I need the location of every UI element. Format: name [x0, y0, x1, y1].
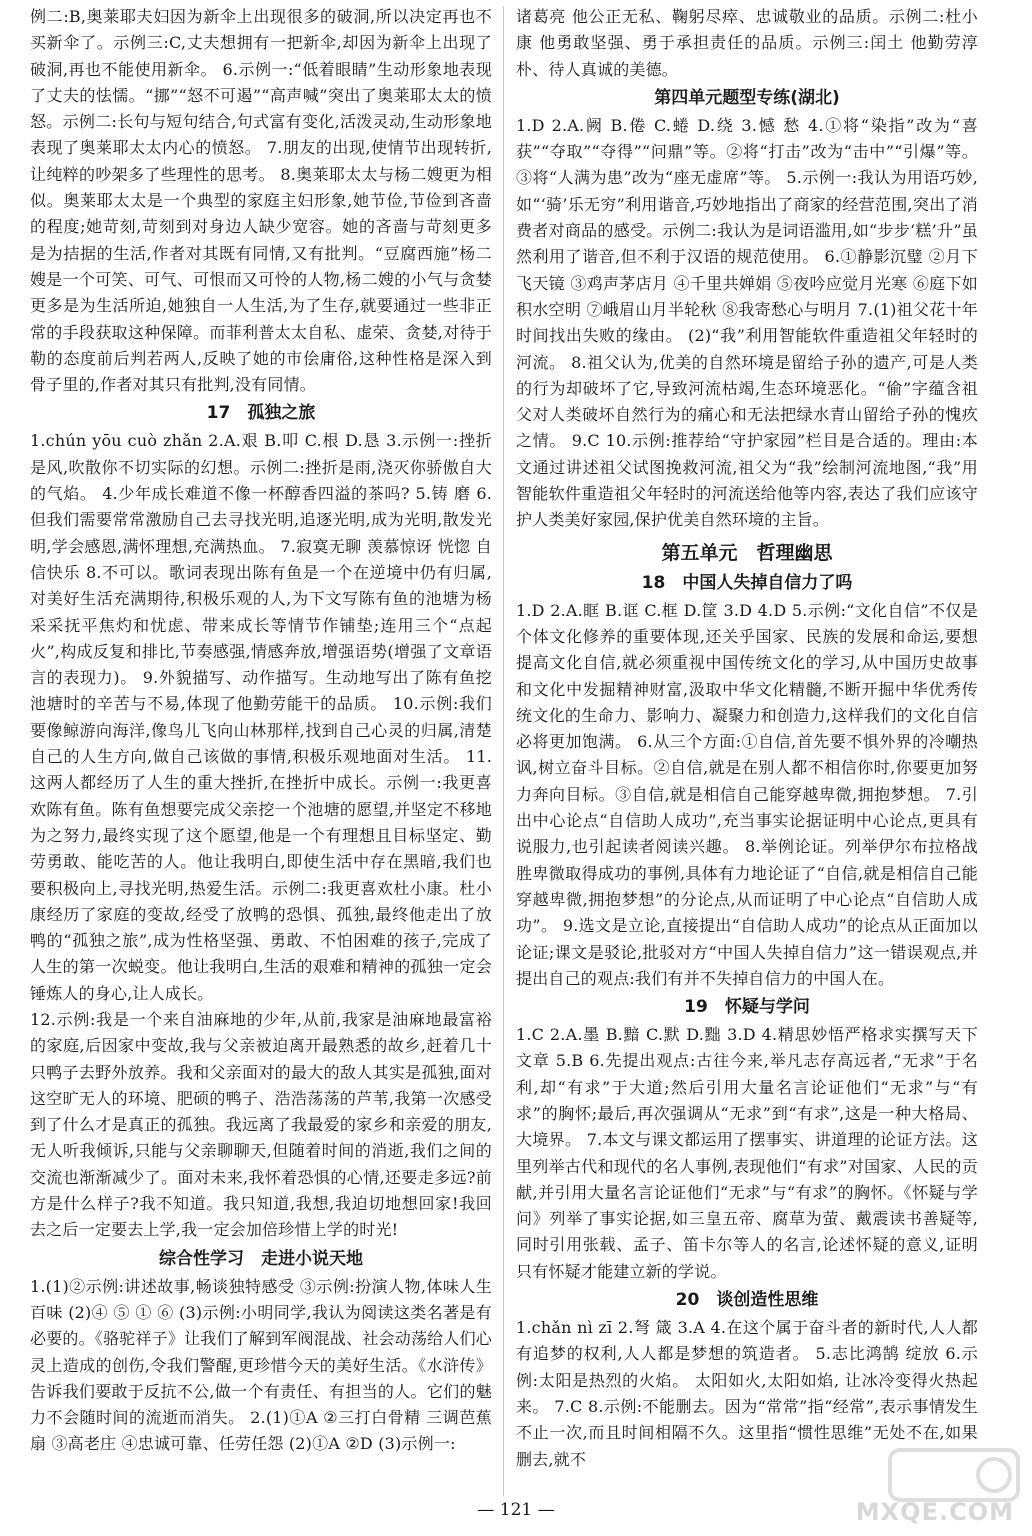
answer-block: 1.C 2.A.墨 B.黯 C.默 D.黜 3.D 4.精思妙悟严格求实撰写天下文章 5.B 6.先提出观点:古往今来,举凡志存高远者,“无求”于名利,却“有求”于大道;然后引用大量名言论证他们“无求”与“有求”的胸怀;最后,再次强调从“无求”到“有求”,这是一种大格局、大境界。 7.本文与课文都运用了摆事实、讲道理的论证方法。这里列举古代和现代的名人事例,表现他们“有求”对国家、人民的贡献,并引用大量名言论证他们“无求”与“有求”的胸怀。《怀疑与学问》列举了事实论据,如三皇五帝、腐草为萤、戴震读书善疑等,同时引用张载、孟子、笛卡尔等人的名言,论述怀疑的意义,证明只有怀疑才能建立新的学说。	[516, 1025, 978, 1281]
unit-heading: 第五单元 哲理幽思	[661, 541, 833, 564]
answer-block: 12.示例:我是一个来自油麻地的少年,从前,我家是油麻地最富裕的家庭,后因家中变故,我与父亲被迫离开最熟悉的故乡,赶着几十只鸭子去野外放养。我和父亲面对的最大的敌人其实是孤独,面对这空旷无人的环境、肥硕的鸭子、浩浩荡荡的芦苇,我第一次感受到了什么才是真正的孤独。我远离了我最爱的家乡和亲爱的朋友,无人听我倾诉,只能与父亲聊聊天,但随着时间的消逝,我们之间的交流也渐渐减少了。面对未来,我怀着恐惧的心情,还要走多远?前方是什么样子?我不知道。我只知道,我想,我迫切地想回家!我回去之后一定要去上学,我一定会加倍珍惜上学的时光!	[30, 1009, 492, 1240]
column-divider	[503, 6, 504, 1496]
section-heading: 第四单元题型专练(湖北)	[654, 87, 840, 108]
answer-block: 1.D 2.A.眶 B.诓 C.框 D.筐 3.D 4.D 5.示例:“文化自信”不仅是个体文化修养的重要体现,还关乎国家、民族的发展和命运,要想提高文化自信,就必须重视中国传统文化的学习,从中国历史故事和文化中发掘精神财富,汲取中华文化精髓,不断开掘中华优秀传统文化的生命力、影响力、凝聚力和创造力,这样我们的文化自信必将更加饱满。 6.从三个方面:①自信,首先要不惧外界的冷嘲热讽,树立奋斗目标。②自信,就是在别人都不相信你时,你要更加努力奔向目标。③自信,就是相信自己能穿越卑微,拥抱梦想。 7.引出中心论点“自信助人成功”,充当事实论据证明中心论点,更具有说服力,也引起读者阅读兴趣。 8.举例论证。列举伊尔布拉格战胜卑微取得成功的事例,具体有力地论证了“自信,就是相信自己能穿越卑微,拥抱梦想”的分论点,从而证明了中心论点“自信助人成功”。 9.选文是立论,直接提出“自信助人成功”的论点从正面加以论证;课文是驳论,批驳对方“中国人失掉自信力”这一错误观点,并提出自己的观点:我们有并不失掉自信力的中国人在。	[516, 600, 978, 988]
answer-block: 诸葛亮 他公正无私、鞠躬尽瘁、忠诚敬业的品质。示例二:杜小康 他勇敢坚强、勇于承担责任的品质。示例三:闰土 他勤劳淳朴、待人真诚的美德。	[516, 7, 978, 79]
watermark-logo	[855, 1446, 1024, 1530]
page-number: — 121 —	[477, 1500, 555, 1520]
section-heading: 20 谈创造性思维	[675, 1290, 819, 1311]
section-heading: 19 怀疑与学问	[684, 997, 810, 1018]
answer-block: 1.chún yōu cuò zhǎn 2.A.艰 B.叩 C.根 D.恳 3.示例一:挫折是风,吹散你不切实际的幻想。示例二:挫折是雨,浇灭你骄傲自大的气焰。 4.少年成长难道不像一杯醇香四溢的茶吗? 5.铸 磨 6.但我们需要常常激励自己去寻找光明,追逐光明,成为光明,散发光明,学会感恩,满怀理想,充满热血。 7.寂寞无聊 羡慕惊讶 恍惚 自信快乐 8.不可以。歌词表现出陈有鱼是一个在逆境中仍有归属,对美好生活充满期待,积极乐观的人,为下文写陈有鱼的池塘为杨采采抚平焦灼和忧虑、带来成长等情节作铺垫;连用三个“点起火”,构成反复和排比,节奏感强,情感奔放,增强语势(增强了文章语言的表现力)。 9.外貌描写、动作描写。生动地写出了陈有鱼挖池塘时的辛苦与不易,体现了他勤劳能干的品质。 10.示例:我们要像鲸游向海洋,像鸟儿飞向山林那样,找到自己心灵的归属,清楚自己的人生方向,做自己该做的事情,积极乐观地面对生活。 11.这两人都经历了人生的重大挫折,在挫折中成长。示例一:我更喜欢陈有鱼。陈有鱼想要完成父亲挖一个池塘的愿望,并坚定不移地为之努力,最终实现了这个愿望,他是一个有理想且目标坚定、勤劳勇敢、能吃苦的人。他让我明白,即使生活中存在黑暗,我们也要积极向上,寻找光明,热爱生活。示例二:我更喜欢杜小康。杜小康经历了家庭的变故,经受了放鸭的恐惧、孤独,最终他走出了放鸭的“孤独之旅”,成为性格坚强、勇敢、不怕困难的孩子,完成了人生的第一次蜕变。他让我明白,生活的艰难和精神的孤独一定会锤炼人的身心,让人成长。	[30, 431, 492, 1003]
answer-block: 1.D 2.A.阙 B.倦 C.蜷 D.绕 3.憾 愁 4.①将“染指”改为“喜获”“夺取”“夺得”“问鼎”等。②将“打击”改为“击中”“引爆”等。③将“人满为患”改为“座无虚席”等。 5.示例一:我认为用语巧妙,如“‘骑’乐无穷”利用谐音,巧妙地指出了商家的经营范围,突出了消费者对商品的感受。示例二:我认为是词语滥用,如“步步‘糕’升”虽然利用了谐音,但不利于汉语的规范使用。 6.①静影沉璧 ②月下飞天镜 ③鸡声茅店月 ④千里共婵娟 ⑤夜吟应觉月光寒 ⑥庭下如积水空明 ⑦峨眉山月半轮秋 ⑧我寄愁心与明月 7.(1)祖父花十年时间找出失败的缘由。 (2)“我”利用智能软件重造祖父年轻时的河流。 8.祖父认为,优美的自然环境是留给子孙的遗产,可是人类的行为却破坏了它,导致河流枯竭,生态环境恶化。“偷”字蕴含祖父对人类破坏自然行为的痛心和无法把绿水青山留给子孙的愧疚之情。 9.C 10.示例:推荐给“守护家园”栏目是合适的。理由:本文通过讲述祖父试图挽救河流,祖父为“我”绘制河流地图,“我”用智能软件重造祖父年轻时的河流送给他等内容,表达了我们应该守护人类美好家园,保护优美自然环境的主旨。	[516, 115, 978, 530]
answer-block: 1.chǎn nì zī 2.弩 箴 3.A 4.在这个属于奋斗者的新时代,人人都有追梦的权利,人人都是梦想的筑造者。 5.志比鸿鹄 绽放 6.示例:太阳是热烈的火焰。 太阳如火,太阳如焰, 让冰冷变得火热起来。 7.C 8.示例:不能删去。因为“常常”指“经常”,表示事情发生不止一次,而且时间相隔不久。这里指“惯性思维”无处不在,如果删去,就不	[516, 1318, 978, 1469]
left-column	[30, 4, 492, 1458]
answer-block: 1.(1)②示例:讲述故事,畅谈独特感受 ③示例:扮演人物,体味人生百味 (2)④ ⑤ ① ⑥ (3)示例:小明同学,我认为阅读这类名著是有必要的。《骆驼祥子》让我们了解到军阀混战、社会动荡给人们心灵上造成的创伤,令我们警醒,更珍惜今天的美好生活。《水浒传》告诉我们要敢于反抗不公,做一个有责任、有担当的人。它们的魅力不会随时间的流逝而消失。 2.(1)①A ②三打白骨精 三调芭蕉扇 ③高老庄 ④忠诚可靠、任劳任怨 (2)①A ②D (3)示例一:	[30, 1276, 492, 1454]
section-heading: 17 孤独之旅	[206, 403, 316, 424]
watermark-text: MXQE.COM	[855, 1498, 1014, 1526]
section-heading: 综合性学习 走进小说天地	[159, 1248, 363, 1269]
right-column	[516, 4, 978, 1473]
section-heading: 18 中国人失掉自信力了吗	[641, 572, 853, 593]
answer-block: 例二:B,奥莱耶夫妇因为新伞上出现很多的破洞,所以决定再也不买新伞了。示例三:C,丈夫想拥有一把新伞,却因为新伞上出现了破洞,再也不能使用新伞。 6.示例一:“低着眼睛”生动形象地表现了丈夫的怯懦。“挪”“怒不可遏”“高声喊”突出了奥莱耶太太的愤怒。示例二:长句与短句结合,句式富有变化,活泼灵动,生动形象地表现了奥莱耶太太内心的愤怒。 7.朋友的出现,使情节出现转折,让纯粹的吵架多了些理性的思考。 8.奥莱耶太太与杨二嫂更为相似。奥莱耶太太是一个典型的家庭主妇形象,她节俭,节俭到吝啬的程度;她苛刻,苛刻到对身边人缺少宽容。她的吝啬与苛刻更多是为拮据的生活,作者对其既有同情,又有批判。“豆腐西施”杨二嫂是一个可笑、可气、可恨而又可怜的人物,杨二嫂的小气与贪婪更多是为生活所迫,她独自一人生活,为了生存,就要通过一些非正常的手段获取这种保障。而菲利普太太自私、虚荣、贪婪,对待于勒的态度前后判若两人,反映了她的市侩庸俗,这种性格是深入到骨子里的,作者对其只有批判,没有同情。	[30, 7, 492, 395]
